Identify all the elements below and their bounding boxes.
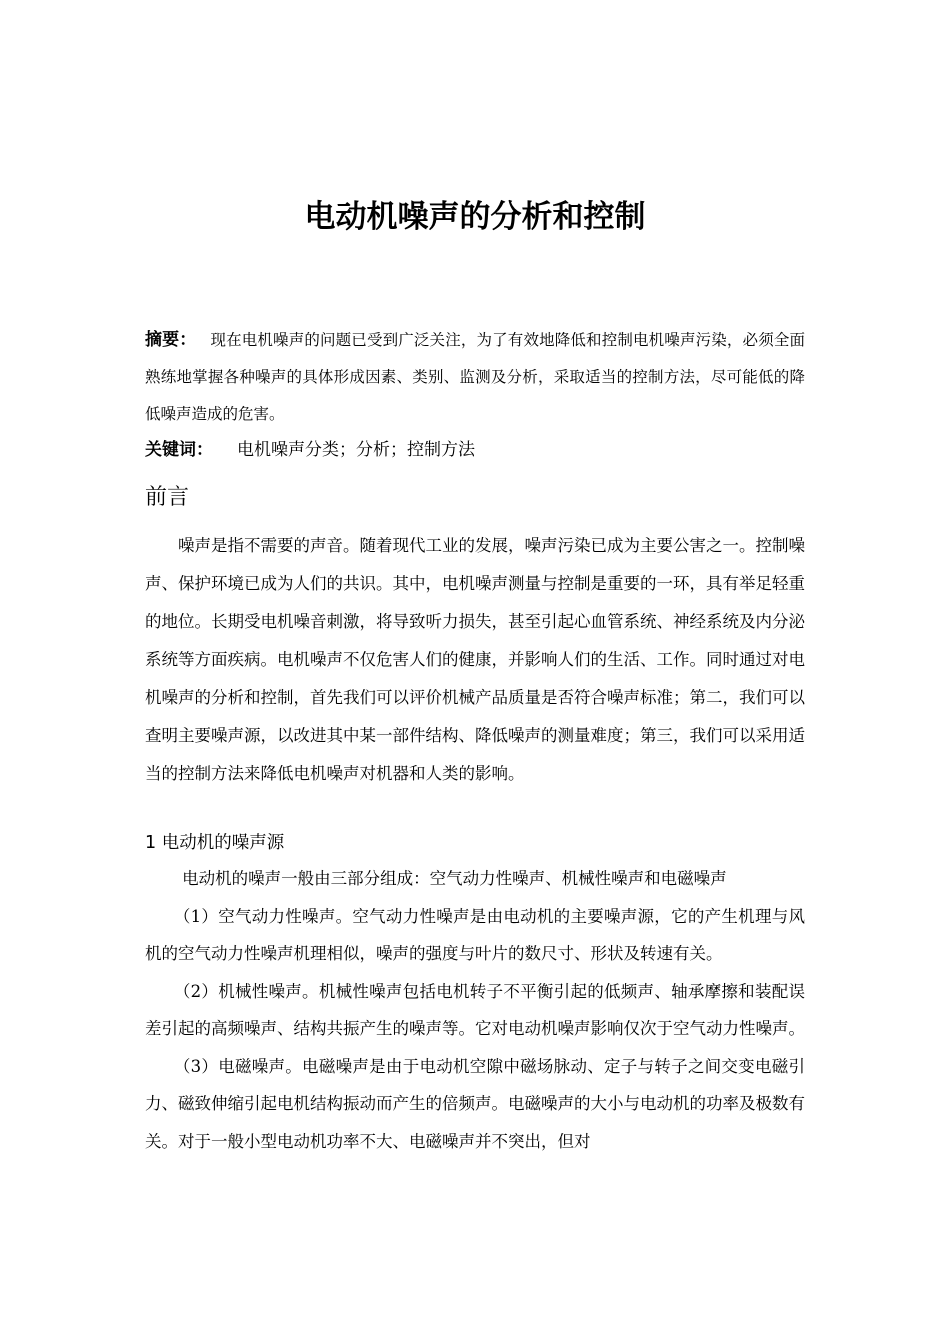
keywords-line [145, 432, 805, 468]
keywords-label: 关键词： [145, 440, 213, 460]
section-1-heading: 1 电动机的噪声源 [145, 833, 285, 853]
noise-source-item-aerodynamic: （1）空气动力性噪声。空气动力性噪声是由电动机的主要噪声源，它的产生机理与风机的空气动力性噪声机理相似，噪声的强度与叶片的数尺寸、形状及转速有关。 [145, 906, 805, 963]
keywords-text: 电机噪声分类；分析；控制方法 [237, 440, 475, 460]
section-1-intro: 电动机的噪声一般由三部分组成：空气动力性噪声、机械性噪声和电磁噪声 [182, 869, 727, 888]
noise-source-item-mechanical: （2）机械性噪声。机械性噪声包括电机转子不平衡引起的低频声、轴承摩擦和装配误差引起的高频噪声、结构共振产生的噪声等。它对电动机噪声影响仅次于空气动力性噪声。 [145, 981, 805, 1038]
section-1-body [145, 860, 805, 1160]
abstract-label: 摘要： [145, 330, 197, 350]
abstract-text: 现在电机噪声的问题已受到广泛关注，为了有效地降低和控制电机噪声污染，必须全面熟练地掌握各种噪声的具体形成因素、类别、监测及分析，采取适当的控制方法，尽可能低的降低噪声造成的危害。 [145, 331, 805, 423]
abstract-paragraph [145, 322, 805, 433]
noise-source-item-electromagnetic: （3）电磁噪声。电磁噪声是由于电动机空隙中磁场脉动、定子与转子之间交变电磁引力、磁致伸缩引起电机结构振动而产生的倍频声。电磁噪声的大小与电动机的功率及极数有关。对于一般小型电动机功率不大、电磁噪声并不突出，但对 [145, 1056, 805, 1151]
preface-heading: 前言 [145, 485, 190, 510]
preface-paragraph: 噪声是指不需要的声音。随着现代工业的发展，噪声污染已成为主要公害之一。控制噪声、保护环境已成为人们的共识。其中，电机噪声测量与控制是重要的一环，具有举足轻重的地位。长期受电机噪音刺激，将导致听力损失，甚至引起心血管系统、神经系统及内分泌系统等方面疾病。电机噪声不仅危害人们的健康，并影响人们的生活、工作。同时通过对电机噪声的分析和控制，首先我们可以评价机械产品质量是否符合噪声标准；第二，我们可以查明主要噪声源，以改进其中某一部件结构、降低噪声的测量难度；第三，我们可以采用适当的控制方法来降低电机噪声对机器和人类的影响。 [145, 536, 805, 783]
document-title: 电动机噪声的分析和控制 [304, 199, 646, 235]
